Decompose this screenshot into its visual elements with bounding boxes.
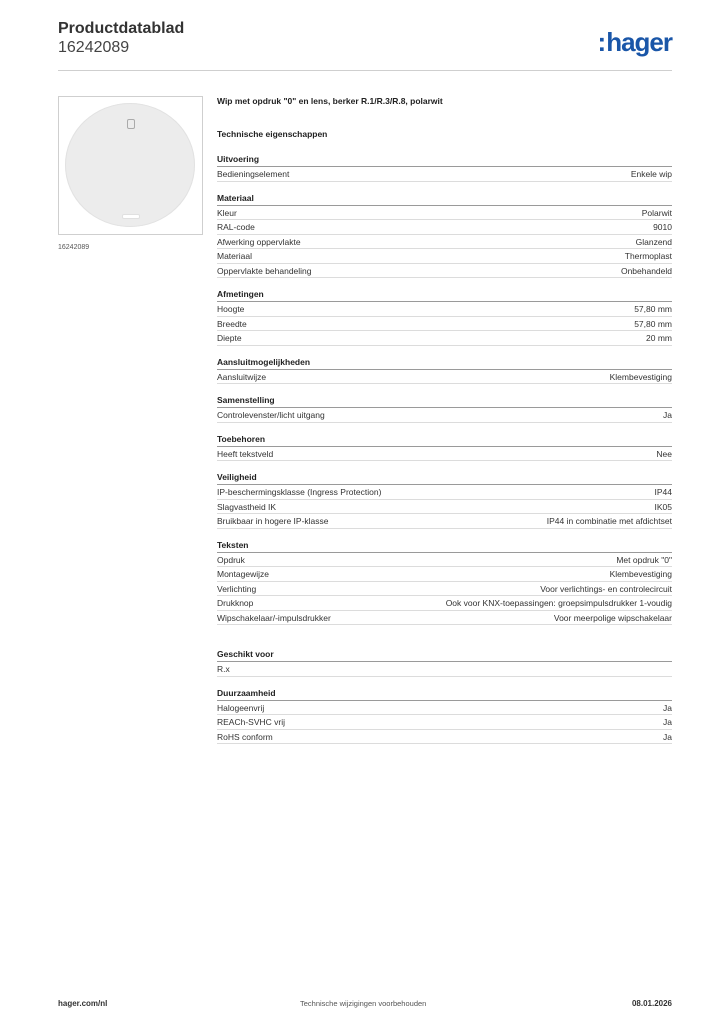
spec-label: Bruikbaar in hogere IP-klasse bbox=[217, 516, 329, 526]
spec-label: IP-beschermingsklasse (Ingress Protection) bbox=[217, 487, 382, 497]
spec-value: Enkele wip bbox=[630, 169, 672, 179]
spec-label: Breedte bbox=[217, 318, 247, 329]
spec-value: IP44 bbox=[654, 487, 672, 497]
spec-row bbox=[217, 582, 672, 597]
spec-row bbox=[217, 567, 672, 582]
spec-label: Hoogte bbox=[217, 304, 245, 314]
section-title: Geschikt voor bbox=[217, 649, 672, 662]
spec-label: Bedieningselement bbox=[217, 169, 290, 179]
spec-section bbox=[217, 434, 672, 462]
spec-value: Ja bbox=[663, 717, 672, 727]
specifications bbox=[217, 96, 672, 744]
spec-row bbox=[217, 264, 672, 279]
spec-value: 57,80 mm bbox=[634, 304, 672, 314]
spec-value: IK05 bbox=[654, 501, 672, 512]
header-product-id: 16242089 bbox=[58, 39, 130, 56]
spec-label: Aansluitwijze bbox=[217, 371, 267, 382]
product-title: Wip met opdruk "0" en lens, berker R.1/R.3/R.8, polarwit bbox=[217, 96, 443, 106]
spec-value: Voor meerpolige wipschakelaar bbox=[553, 612, 672, 623]
spec-value: 57,80 mm bbox=[634, 318, 672, 329]
footer-notice: Technische wijzigingen voorbehouden bbox=[300, 999, 427, 1008]
spec-row bbox=[217, 317, 672, 332]
spec-value: Nee bbox=[656, 448, 672, 459]
spec-row bbox=[217, 331, 672, 346]
image-caption: 16242089 bbox=[58, 244, 90, 251]
spec-label: Diepte bbox=[217, 333, 242, 343]
spec-value: Ja bbox=[663, 410, 672, 420]
footer-date: 08.01.2026 bbox=[631, 999, 672, 1008]
spec-row bbox=[217, 206, 672, 221]
spec-label: Heeft tekstveld bbox=[217, 448, 274, 459]
spec-label: Verlichting bbox=[217, 583, 257, 594]
product-image bbox=[58, 96, 203, 235]
spec-section bbox=[217, 649, 672, 677]
spec-label: RAL-code bbox=[217, 222, 255, 232]
spec-value: 20 mm bbox=[646, 333, 672, 343]
spec-section bbox=[217, 540, 672, 626]
spec-label: REACh-SVHC vrij bbox=[217, 717, 286, 727]
switch-rocker-icon bbox=[65, 103, 195, 227]
spec-label: Drukknop bbox=[217, 598, 254, 608]
spec-value: Voor verlichtings- en controlecircuit bbox=[540, 583, 672, 594]
spec-row bbox=[217, 167, 672, 182]
spec-value: Polarwit bbox=[641, 207, 672, 218]
spec-section bbox=[217, 289, 672, 346]
spec-value: Klembevestiging bbox=[609, 569, 672, 579]
spec-row bbox=[217, 701, 672, 716]
spec-label: Controlevenster/licht uitgang bbox=[217, 410, 325, 420]
hager-logo: :hager bbox=[597, 27, 672, 57]
spec-section bbox=[217, 154, 672, 182]
spec-row bbox=[217, 596, 672, 611]
section-title: Materiaal bbox=[217, 193, 672, 206]
spec-row bbox=[217, 611, 672, 626]
spec-section bbox=[217, 395, 672, 423]
spec-value: IP44 in combinatie met afdichtset bbox=[546, 516, 672, 526]
spec-label: Afwerking oppervlakte bbox=[217, 236, 301, 247]
spec-label: Oppervlakte behandeling bbox=[217, 265, 312, 276]
section-title: Samenstelling bbox=[217, 395, 672, 408]
spec-label: RoHS conform bbox=[217, 731, 273, 742]
spec-value: Ja bbox=[663, 702, 672, 713]
spec-row bbox=[217, 249, 672, 264]
spec-row bbox=[217, 220, 672, 235]
section-title: Duurzaamheid bbox=[217, 688, 672, 701]
spec-row bbox=[217, 302, 672, 317]
spec-row bbox=[217, 500, 672, 515]
section-title: Afmetingen bbox=[217, 289, 672, 302]
section-title: Teksten bbox=[217, 540, 672, 553]
spec-row bbox=[217, 370, 672, 385]
spec-label: Wipschakelaar/-impulsdrukker bbox=[217, 612, 331, 623]
spec-row bbox=[217, 408, 672, 423]
tech-properties-title: Technische eigenschappen bbox=[217, 129, 328, 139]
spec-value: 9010 bbox=[653, 222, 672, 232]
spec-row bbox=[217, 730, 672, 745]
spec-section bbox=[217, 357, 672, 385]
zero-imprint-icon bbox=[127, 119, 135, 129]
spec-value: Ook voor KNX-toepassingen: groepsimpulsdrukker 1-voudig bbox=[445, 598, 672, 608]
spec-label: R.x bbox=[217, 664, 230, 674]
section-title: Toebehoren bbox=[217, 434, 672, 447]
lens-icon bbox=[123, 215, 139, 218]
spec-label: Montagewijze bbox=[217, 569, 269, 579]
spec-row bbox=[217, 715, 672, 730]
section-title: Aansluitmogelijkheden bbox=[217, 357, 672, 370]
section-title: Veiligheid bbox=[217, 472, 672, 485]
spec-label: Halogeenvrij bbox=[217, 702, 265, 713]
footer-website[interactable]: hager.com/nl bbox=[58, 999, 108, 1008]
spec-sections bbox=[217, 154, 672, 744]
spec-row bbox=[217, 662, 672, 677]
spec-row bbox=[217, 553, 672, 568]
spec-value: Glanzend bbox=[635, 236, 672, 247]
header-divider bbox=[58, 70, 672, 71]
spec-section bbox=[217, 193, 672, 279]
spec-value: Onbehandeld bbox=[620, 265, 672, 276]
spec-label: Materiaal bbox=[217, 251, 252, 261]
spec-label: Slagvastheid IK bbox=[217, 501, 277, 512]
spec-value: Ja bbox=[663, 731, 672, 742]
section-title: Uitvoering bbox=[217, 154, 672, 167]
header-title: Productdatablad bbox=[58, 20, 185, 37]
spec-row bbox=[217, 235, 672, 250]
spec-label: Kleur bbox=[217, 207, 237, 218]
spec-value: Thermoplast bbox=[624, 251, 672, 261]
logo-text: hager bbox=[606, 27, 672, 57]
spec-row bbox=[217, 447, 672, 462]
spec-section bbox=[217, 688, 672, 745]
spec-row bbox=[217, 485, 672, 500]
spec-label: Opdruk bbox=[217, 554, 245, 565]
spec-value: Klembevestiging bbox=[609, 371, 672, 382]
spec-row bbox=[217, 514, 672, 529]
spec-value: Met opdruk "0" bbox=[616, 554, 672, 565]
spec-section bbox=[217, 472, 672, 529]
